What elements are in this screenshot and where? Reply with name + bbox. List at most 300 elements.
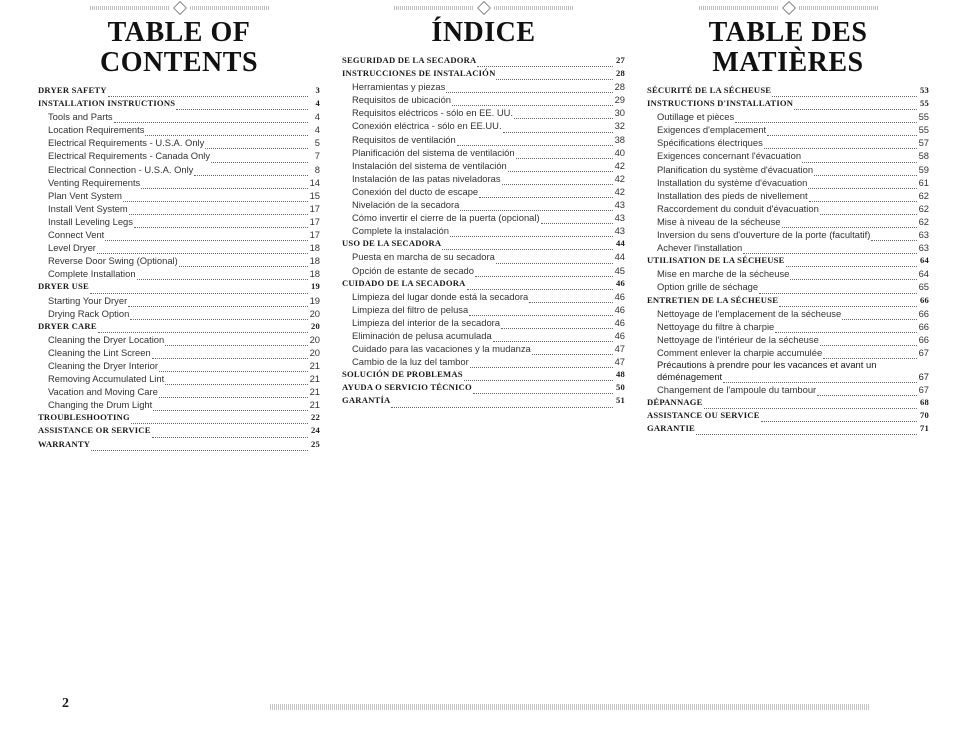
toc-entry bbox=[342, 198, 625, 211]
toc-section bbox=[342, 54, 625, 67]
dot-leader bbox=[496, 70, 613, 80]
toc-entry bbox=[38, 294, 320, 307]
dot-leader bbox=[128, 297, 308, 307]
toc-entry-label: INSTALLATION INSTRUCTIONS bbox=[38, 98, 176, 109]
toc-entry-label: Electrical Requirements - U.S.A. Only bbox=[48, 137, 205, 149]
toc-entry bbox=[647, 189, 929, 202]
toc-entry-label: Cleaning the Lint Screen bbox=[48, 346, 151, 358]
dot-leader bbox=[90, 284, 308, 294]
diamond-ornament-icon bbox=[782, 1, 796, 15]
dot-leader bbox=[469, 306, 613, 316]
toc-entry bbox=[38, 333, 320, 346]
toc-entry-page: 28 bbox=[616, 68, 625, 79]
toc-entry-page: 21 bbox=[309, 373, 320, 385]
toc-entry-label: Electrical Connection - U.S.A. Only bbox=[48, 163, 194, 175]
toc-entry-label: Cuidado para las vacaciones y la mudanza bbox=[352, 343, 531, 355]
toc-entry-label: Limpieza del interior de la secadora bbox=[352, 316, 500, 328]
toc-entry-page: 7 bbox=[314, 150, 320, 162]
toc-entry-label: TROUBLESHOOTING bbox=[38, 412, 130, 423]
toc-section bbox=[647, 97, 929, 110]
toc-entry-page: 20 bbox=[309, 333, 320, 345]
toc-entry-page: 71 bbox=[920, 423, 929, 434]
toc-entry-page: 53 bbox=[920, 85, 929, 95]
toc-entry-page: 62 bbox=[918, 215, 929, 227]
toc-entry-label: Starting Your Dryer bbox=[48, 294, 128, 306]
toc-entry bbox=[38, 385, 320, 398]
dot-leader bbox=[446, 83, 613, 93]
toc-entry-label: USO DE LA SECADORA bbox=[342, 238, 442, 249]
toc-entry-label: Eliminación de pelusa acumulada bbox=[352, 329, 492, 341]
toc-entry bbox=[342, 93, 625, 106]
toc-entry-label: Cleaning the Dryer Location bbox=[48, 333, 165, 345]
toc-entry-page: 70 bbox=[920, 410, 929, 421]
dot-leader bbox=[179, 257, 308, 267]
dot-leader bbox=[743, 244, 917, 254]
toc-entry-page: 55 bbox=[920, 98, 929, 109]
toc-entry-label: Complete la instalación bbox=[352, 225, 449, 237]
toc-entry-page: 46 bbox=[614, 290, 625, 302]
toc-entry-page: 67 bbox=[918, 383, 929, 395]
toc-entry-label: Puesta en marcha de su secadora bbox=[352, 251, 495, 263]
toc-entry-label: Complete Installation bbox=[48, 268, 136, 280]
toc-entry-page: 20 bbox=[309, 346, 320, 358]
dot-leader bbox=[165, 336, 308, 346]
toc-entry-label: SOLUCIÓN DE PROBLEMAS bbox=[342, 369, 463, 380]
toc-entry-page: 25 bbox=[311, 438, 320, 449]
toc-entry-label: Reverse Door Swing (Optional) bbox=[48, 255, 178, 267]
toc-entry-label: DRYER USE bbox=[38, 281, 89, 292]
toc-entry-label: ENTRETIEN DE LA SÉCHEUSE bbox=[647, 294, 779, 305]
toc-entry-label: Exigences d'emplacement bbox=[657, 124, 767, 136]
dot-leader bbox=[130, 310, 308, 320]
toc-entry-page: 15 bbox=[309, 189, 320, 201]
dot-leader bbox=[165, 375, 308, 385]
toc-section bbox=[647, 409, 929, 422]
toc-entry-page: 66 bbox=[918, 307, 929, 319]
toc-entry-label: Limpieza del lugar donde está la secadora bbox=[352, 290, 529, 302]
toc-entry-page: 40 bbox=[614, 146, 625, 158]
dot-leader bbox=[772, 87, 917, 97]
toc-entry-label: Electrical Requirements - Canada Only bbox=[48, 150, 211, 162]
dot-leader bbox=[820, 336, 917, 346]
dot-leader bbox=[723, 373, 917, 383]
dot-leader bbox=[814, 166, 917, 176]
dot-leader bbox=[790, 270, 917, 280]
toc-entry-page: 22 bbox=[311, 412, 320, 423]
dot-leader bbox=[809, 192, 917, 202]
toc-entry-page: 17 bbox=[309, 202, 320, 214]
toc-section bbox=[342, 67, 625, 80]
toc-section bbox=[342, 381, 625, 394]
dot-leader bbox=[123, 192, 308, 202]
toc-entry-label: CUIDADO DE LA SECADORA bbox=[342, 277, 466, 288]
toc-entry bbox=[342, 211, 625, 224]
toc-entry bbox=[342, 355, 625, 368]
toc-entry-page: 4 bbox=[315, 98, 320, 109]
toc-entry-label: Changement de l'ampoule du tambour bbox=[657, 383, 817, 395]
toc-entry bbox=[647, 280, 929, 293]
dot-leader bbox=[871, 231, 917, 241]
toc-entry-page: 63 bbox=[918, 242, 929, 254]
toc-section bbox=[38, 320, 320, 333]
toc-entry-label: Requisitos eléctricos - sólo en EE. UU. bbox=[352, 107, 514, 119]
toc-entry-label: Location Requirements bbox=[48, 124, 145, 136]
toc-entry-page: 46 bbox=[614, 316, 625, 328]
toc-entry bbox=[38, 163, 320, 176]
toc-entry-label: Conexión del ducto de escape bbox=[352, 185, 479, 197]
toc-entry bbox=[38, 215, 320, 228]
dot-leader bbox=[131, 414, 308, 424]
dot-leader bbox=[194, 166, 308, 176]
dot-leader bbox=[761, 412, 917, 422]
dot-leader bbox=[479, 188, 613, 198]
dot-leader bbox=[91, 441, 308, 451]
toc-entry-label: Limpieza del filtro de pelusa bbox=[352, 303, 469, 315]
toc-entry-label: Instalación de las patas niveladoras bbox=[352, 172, 501, 184]
toc-entry-label: Install Leveling Legs bbox=[48, 215, 133, 227]
dot-leader bbox=[786, 257, 917, 267]
toc-entry-page: 17 bbox=[309, 215, 320, 227]
toc-entry-page: 18 bbox=[309, 255, 320, 267]
toc-entry bbox=[38, 267, 320, 280]
toc-entry bbox=[647, 359, 929, 383]
footer-decorative-bar bbox=[270, 704, 870, 710]
toc-entry-page: 48 bbox=[616, 369, 625, 380]
dot-leader bbox=[137, 270, 308, 280]
toc-entry-page: 8 bbox=[314, 163, 320, 175]
toc-entry bbox=[38, 110, 320, 123]
toc-entry-label: Option grille de séchage bbox=[657, 281, 759, 293]
toc-entry-page: 20 bbox=[311, 320, 320, 331]
dot-leader bbox=[159, 362, 308, 372]
toc-entry-page: 66 bbox=[918, 333, 929, 345]
toc-entry-page: 46 bbox=[614, 303, 625, 315]
toc-entry bbox=[342, 80, 625, 93]
dot-leader bbox=[457, 136, 613, 146]
toc-entry-label: DÉPANNAGE bbox=[647, 397, 703, 408]
toc-entry-label: SÉCURITÉ DE LA SÉCHEUSE bbox=[647, 85, 772, 95]
toc-entry-label: GARANTIE bbox=[647, 423, 695, 434]
toc-entry-label: Connect Vent bbox=[48, 229, 105, 241]
toc-entry bbox=[342, 342, 625, 355]
column-spanish bbox=[342, 0, 625, 408]
toc-entry bbox=[342, 119, 625, 132]
toc-entry bbox=[647, 307, 929, 320]
toc-entry-page: 44 bbox=[616, 238, 625, 249]
toc-entry-label: Nettoyage de l'emplacement de la sécheuse bbox=[657, 307, 842, 319]
ornament-divider bbox=[647, 2, 929, 14]
dot-leader bbox=[775, 323, 917, 333]
dot-leader bbox=[467, 280, 613, 290]
toc-entry-label: Tools and Parts bbox=[48, 111, 113, 123]
column-english bbox=[38, 0, 320, 451]
toc-section bbox=[38, 424, 320, 437]
toc-entry bbox=[38, 189, 320, 202]
toc-entry-page: 32 bbox=[614, 120, 625, 132]
dot-leader bbox=[114, 113, 308, 123]
toc-entry-label: ASSISTANCE OU SERVICE bbox=[647, 410, 760, 421]
toc-entry-label: Planificación del sistema de ventilación bbox=[352, 146, 515, 158]
dot-leader bbox=[704, 399, 917, 409]
toc-entry bbox=[647, 267, 929, 280]
dot-leader bbox=[141, 179, 308, 189]
toc-entry-label: Installation des pieds de nivellement bbox=[657, 189, 808, 201]
toc-entry-page: 47 bbox=[614, 356, 625, 368]
toc-entry-page: 51 bbox=[616, 395, 625, 406]
toc-entry bbox=[38, 346, 320, 359]
toc-list bbox=[38, 84, 320, 451]
dot-leader bbox=[842, 310, 917, 320]
toc-section bbox=[342, 368, 625, 381]
dot-leader bbox=[794, 100, 917, 110]
toc-entry-page: 14 bbox=[309, 176, 320, 188]
toc-section bbox=[647, 84, 929, 97]
toc-entry bbox=[342, 250, 625, 263]
toc-entry-page: 19 bbox=[311, 281, 320, 292]
dot-leader bbox=[767, 126, 917, 136]
toc-entry-page: 45 bbox=[614, 264, 625, 276]
toc-entry-label: Comment enlever la charpie accumulée bbox=[657, 346, 823, 358]
toc-entry-page: 47 bbox=[614, 343, 625, 355]
dot-leader bbox=[532, 345, 613, 355]
dot-leader bbox=[541, 214, 613, 224]
dot-leader bbox=[808, 179, 917, 189]
toc-entry-page: 43 bbox=[614, 225, 625, 237]
toc-entry bbox=[647, 163, 929, 176]
toc-entry bbox=[38, 359, 320, 372]
toc-entry bbox=[342, 185, 625, 198]
toc-entry-label: Spécifications électriques bbox=[657, 137, 763, 149]
toc-entry-page: 64 bbox=[918, 268, 929, 280]
toc-entry bbox=[647, 123, 929, 136]
section-heading: TABLE OF CONTENTS bbox=[99, 17, 259, 78]
toc-section bbox=[647, 422, 929, 435]
toc-entry bbox=[647, 241, 929, 254]
dot-leader bbox=[470, 358, 613, 368]
toc-entry bbox=[647, 202, 929, 215]
toc-entry-page: 42 bbox=[614, 172, 625, 184]
dot-leader bbox=[501, 319, 613, 329]
diamond-ornament-icon bbox=[477, 1, 491, 15]
toc-entry-label: Plan Vent System bbox=[48, 189, 122, 201]
diamond-ornament-icon bbox=[173, 1, 187, 15]
toc-entry-page: 18 bbox=[309, 242, 320, 254]
toc-entry bbox=[647, 346, 929, 359]
toc-entry bbox=[38, 136, 320, 149]
toc-section bbox=[38, 411, 320, 424]
toc-list bbox=[342, 54, 625, 408]
dot-leader bbox=[152, 349, 308, 359]
toc-entry bbox=[38, 372, 320, 385]
toc-entry-page: 55 bbox=[918, 111, 929, 123]
toc-entry-label: Raccordement du conduit d'évacuation bbox=[657, 202, 819, 214]
dot-leader bbox=[823, 349, 917, 359]
toc-entry-page: 66 bbox=[918, 320, 929, 332]
toc-entry bbox=[342, 303, 625, 316]
page-number: 2 bbox=[62, 696, 69, 711]
toc-entry-page: 68 bbox=[920, 397, 929, 408]
dot-leader bbox=[779, 297, 917, 307]
toc-entry-page: 66 bbox=[920, 294, 929, 305]
toc-entry bbox=[647, 149, 929, 162]
toc-entry-label: Nivelación de la secadora bbox=[352, 199, 460, 211]
toc-entry bbox=[647, 176, 929, 189]
toc-entry-page: 63 bbox=[918, 229, 929, 241]
toc-entry-page: 30 bbox=[614, 107, 625, 119]
toc-entry bbox=[342, 316, 625, 329]
toc-entry-page: 29 bbox=[614, 94, 625, 106]
toc-entry bbox=[647, 228, 929, 241]
dot-leader bbox=[475, 267, 613, 277]
dot-leader bbox=[391, 398, 613, 408]
toc-entry-label: INSTRUCTIONS D'INSTALLATION bbox=[647, 98, 794, 109]
toc-entry-page: 46 bbox=[614, 329, 625, 341]
toc-entry-page: 50 bbox=[616, 382, 625, 393]
toc-entry bbox=[342, 290, 625, 303]
toc-entry-label: Nettoyage du filtre à charpie bbox=[657, 320, 775, 332]
toc-entry-label: INSTRUCCIONES DE INSTALACIÓN bbox=[342, 68, 496, 79]
toc-entry bbox=[342, 264, 625, 277]
toc-entry-page: 65 bbox=[918, 281, 929, 293]
dot-leader bbox=[514, 109, 613, 119]
ornament-divider bbox=[38, 2, 320, 14]
toc-entry-page: 27 bbox=[616, 55, 625, 65]
toc-entry-label: DRYER SAFETY bbox=[38, 85, 107, 95]
dot-leader bbox=[450, 227, 613, 237]
toc-section bbox=[342, 394, 625, 407]
toc-entry-page: 24 bbox=[311, 425, 320, 436]
toc-entry-page: 21 bbox=[309, 399, 320, 411]
toc-entry-page: 4 bbox=[314, 124, 320, 136]
section-heading: ÍNDICE bbox=[431, 17, 536, 48]
toc-entry-label: Level Dryer bbox=[48, 242, 96, 254]
toc-entry-label: Venting Requirements bbox=[48, 176, 141, 188]
toc-entry-page: 21 bbox=[309, 386, 320, 398]
toc-entry bbox=[342, 106, 625, 119]
dot-leader bbox=[108, 87, 308, 97]
toc-entry-label: Mise en marche de la sécheuse bbox=[657, 268, 790, 280]
toc-entry bbox=[38, 398, 320, 411]
toc-entry-label: Instalación del sistema de ventilación bbox=[352, 159, 507, 171]
page-footer bbox=[40, 696, 920, 716]
dot-leader bbox=[782, 218, 917, 228]
toc-entry-page: 64 bbox=[920, 255, 929, 266]
toc-entry-label: AYUDA O SERVICIO TÉCNICO bbox=[342, 382, 472, 393]
toc-entry-label: Changing the Drum Light bbox=[48, 399, 153, 411]
toc-entry-page: 46 bbox=[616, 277, 625, 288]
dot-leader bbox=[153, 401, 308, 411]
toc-entry-label: WARRANTY bbox=[38, 438, 91, 449]
toc-entry-page: 67 bbox=[918, 370, 929, 382]
toc-entry-label: Drying Rack Option bbox=[48, 307, 130, 319]
toc-entry bbox=[38, 241, 320, 254]
toc-entry-page: 59 bbox=[918, 163, 929, 175]
toc-entry-page: 28 bbox=[614, 81, 625, 93]
toc-entry-page: 42 bbox=[614, 185, 625, 197]
dot-leader bbox=[820, 205, 917, 215]
dot-leader bbox=[516, 149, 613, 159]
dot-leader bbox=[508, 162, 613, 172]
toc-entry-label: Requisitos de ubicación bbox=[352, 94, 452, 106]
dot-leader bbox=[134, 218, 308, 228]
section-heading: TABLE DES MATIÈRES bbox=[708, 17, 868, 78]
dot-leader bbox=[145, 126, 308, 136]
toc-entry-label: Précautions à prendre pour les vacances et avant un bbox=[657, 358, 877, 370]
toc-entry-page: 62 bbox=[918, 202, 929, 214]
toc-entry bbox=[38, 202, 320, 215]
dot-leader bbox=[211, 153, 308, 163]
toc-entry bbox=[647, 320, 929, 333]
dot-leader bbox=[452, 96, 613, 106]
toc-entry-label: Achever l'installation bbox=[657, 242, 743, 254]
toc-section bbox=[38, 438, 320, 451]
toc-entry-page: 4 bbox=[314, 111, 320, 123]
toc-entry-label: Inversion du sens d'ouverture de la porte (facultatif) bbox=[657, 229, 871, 241]
toc-section bbox=[38, 97, 320, 110]
dot-leader bbox=[129, 205, 308, 215]
toc-entry bbox=[342, 172, 625, 185]
toc-entry-label: Requisitos de ventilación bbox=[352, 133, 456, 145]
dot-leader bbox=[105, 231, 308, 241]
toc-entry-page: 62 bbox=[918, 189, 929, 201]
toc-entry-page: 43 bbox=[614, 199, 625, 211]
toc-entry-label: Herramientas y piezas bbox=[352, 81, 446, 93]
ornament-divider bbox=[342, 2, 625, 14]
toc-entry-label: GARANTÍA bbox=[342, 395, 391, 406]
dot-leader bbox=[460, 201, 613, 211]
toc-entry-label: Opción de estante de secado bbox=[352, 264, 474, 276]
toc-entry-page: 19 bbox=[309, 294, 320, 306]
toc-entry-label: Removing Accumulated Lint bbox=[48, 373, 165, 385]
dot-leader bbox=[97, 244, 308, 254]
toc-section bbox=[342, 277, 625, 290]
toc-entry-page: 38 bbox=[614, 133, 625, 145]
toc-entry-label: Installation du système d'évacuation bbox=[657, 176, 808, 188]
dot-leader bbox=[477, 57, 613, 67]
dot-leader bbox=[503, 123, 613, 133]
toc-entry-label: Nettoyage de l'intérieur de la sécheuse bbox=[657, 333, 819, 345]
toc-entry-label: Cleaning the Dryer Interior bbox=[48, 359, 158, 371]
toc-entry-label: Install Vent System bbox=[48, 202, 128, 214]
toc-entry-label: ASSISTANCE OR SERVICE bbox=[38, 425, 151, 436]
toc-entry-page: 55 bbox=[918, 124, 929, 136]
toc-entry bbox=[38, 149, 320, 162]
column-french bbox=[647, 0, 929, 435]
dot-leader bbox=[152, 428, 308, 438]
toc-entry-label: Cambio de la luz del tambor bbox=[352, 356, 469, 368]
toc-entry-label: Conexión eléctrica - sólo en EE.UU. bbox=[352, 120, 502, 132]
toc-entry-label-continued: déménagement bbox=[657, 370, 723, 382]
dot-leader bbox=[802, 153, 917, 163]
toc-entry bbox=[38, 307, 320, 320]
dot-leader bbox=[473, 384, 613, 394]
dot-leader bbox=[764, 139, 917, 149]
toc-entry-page: 18 bbox=[309, 268, 320, 280]
toc-entry-label: UTILISATION DE LA SÉCHEUSE bbox=[647, 255, 785, 266]
toc-entry-label: Cómo invertir el cierre de la puerta (opcional) bbox=[352, 212, 540, 224]
toc-entry bbox=[38, 123, 320, 136]
toc-entry-page: 44 bbox=[614, 251, 625, 263]
toc-entry-page: 67 bbox=[918, 346, 929, 358]
toc-entry bbox=[342, 146, 625, 159]
dot-leader bbox=[159, 388, 308, 398]
dot-leader bbox=[529, 293, 613, 303]
toc-entry bbox=[38, 254, 320, 267]
toc-entry-page: 21 bbox=[309, 359, 320, 371]
toc-entry bbox=[647, 136, 929, 149]
dot-leader bbox=[493, 332, 613, 342]
toc-section bbox=[647, 254, 929, 267]
